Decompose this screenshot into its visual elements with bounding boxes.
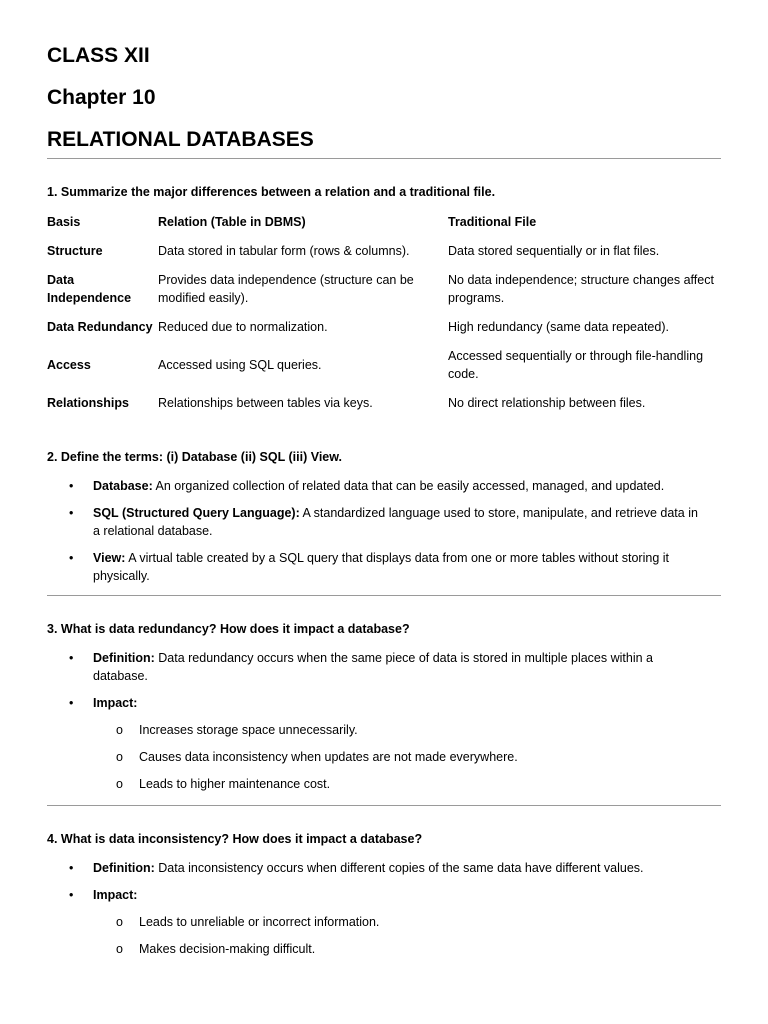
list-item	[93, 775, 707, 793]
list-item	[47, 859, 707, 877]
table-row	[47, 266, 721, 313]
term-sql: SQL (Structured Query Language):	[93, 506, 300, 520]
table-cell-basis: Relationships	[47, 396, 129, 410]
table-cell-basis: Access	[47, 358, 91, 372]
table-cell-relation: Accessed using SQL queries.	[158, 358, 322, 372]
bullet-icon: •	[69, 696, 74, 710]
list-item	[47, 649, 707, 685]
bullet-icon: •	[69, 551, 74, 565]
bullet-icon: •	[69, 651, 74, 665]
table-cell-traditional-file: Accessed sequentially or through file-handling code.	[448, 349, 704, 381]
table-header-row	[47, 208, 721, 237]
impact-text: Increases storage space unnecessarily.	[139, 723, 358, 737]
column-header-traditional-file: Traditional File	[448, 215, 537, 229]
definition-text: Data inconsistency occurs when different copies of the same data have different values.	[154, 861, 644, 875]
definitions-list	[47, 477, 707, 594]
table-cell-traditional-file: Data stored sequentially or in flat files.	[448, 244, 660, 258]
table-cell-basis: Structure	[47, 244, 103, 258]
impact-label: Impact:	[93, 696, 138, 710]
redundancy-list	[47, 649, 707, 802]
list-item	[93, 721, 707, 739]
circle-bullet-icon: o	[116, 942, 123, 956]
list-item	[47, 694, 707, 793]
impact-list	[93, 913, 707, 958]
comparison-table	[47, 208, 721, 418]
impact-list	[93, 721, 707, 793]
definition-database: An organized collection of related data that can be easily accessed, managed, and updated.	[152, 479, 665, 493]
list-item	[93, 913, 707, 931]
question-2: 2. Define the terms: (i) Database (ii) SQL (iii) View.	[47, 450, 342, 464]
section-divider	[47, 595, 721, 596]
list-item	[93, 748, 707, 766]
list-item	[47, 886, 707, 958]
term-database: Database:	[93, 479, 153, 493]
impact-text: Makes decision-making difficult.	[139, 942, 316, 956]
impact-text: Leads to higher maintenance cost.	[139, 777, 331, 791]
table-cell-traditional-file: No direct relationship between files.	[448, 396, 646, 410]
title-divider	[47, 158, 721, 159]
table-row	[47, 389, 721, 418]
definition-view: A virtual table created by a SQL query that displays data from one or more tables without storing it physically.	[93, 551, 669, 583]
definition-label: Definition:	[93, 651, 155, 665]
question-4: 4. What is data inconsistency? How does it impact a database?	[47, 832, 423, 846]
column-header-relation: Relation (Table in DBMS)	[158, 215, 306, 229]
impact-text: Leads to unreliable or incorrect information.	[139, 915, 380, 929]
bullet-icon: •	[69, 479, 74, 493]
question-1: 1. Summarize the major differences between a relation and a traditional file.	[47, 185, 496, 199]
list-item	[47, 504, 707, 540]
inconsistency-list	[47, 859, 707, 967]
page-title: RELATIONAL DATABASES	[47, 128, 314, 151]
circle-bullet-icon: o	[116, 777, 123, 791]
table-cell-relation: Provides data independence (structure can be modified easily).	[158, 273, 414, 305]
chapter-heading: Chapter 10	[47, 86, 156, 109]
bullet-icon: •	[69, 888, 74, 902]
table-cell-basis: Data Redundancy	[47, 320, 153, 334]
definition-sql: A standardized language used to store, manipulate, and retrieve data in a relational database.	[93, 506, 698, 538]
table-row	[47, 313, 721, 342]
table-row	[47, 342, 721, 389]
term-view: View:	[93, 551, 126, 565]
list-item	[47, 477, 707, 495]
table-cell-traditional-file: High redundancy (same data repeated).	[448, 320, 669, 334]
definition-text: Data redundancy occurs when the same piece of data is stored in multiple places within a database.	[93, 651, 653, 683]
circle-bullet-icon: o	[116, 750, 123, 764]
question-3: 3. What is data redundancy? How does it impact a database?	[47, 622, 410, 636]
bullet-icon: •	[69, 861, 74, 875]
table-cell-relation: Relationships between tables via keys.	[158, 396, 373, 410]
definition-label: Definition:	[93, 861, 155, 875]
table-row	[47, 237, 721, 266]
list-item	[93, 940, 707, 958]
list-item	[47, 549, 707, 585]
impact-label: Impact:	[93, 888, 138, 902]
table-cell-basis: Data Independence	[47, 273, 132, 305]
column-header-basis: Basis	[47, 215, 81, 229]
circle-bullet-icon: o	[116, 723, 123, 737]
table-cell-relation: Data stored in tabular form (rows & columns).	[158, 244, 410, 258]
class-heading: CLASS XII	[47, 44, 150, 67]
bullet-icon: •	[69, 506, 74, 520]
section-divider	[47, 805, 721, 806]
impact-text: Causes data inconsistency when updates are not made everywhere.	[139, 750, 518, 764]
table-cell-traditional-file: No data independence; structure changes affect programs.	[448, 273, 714, 305]
circle-bullet-icon: o	[116, 915, 123, 929]
table-cell-relation: Reduced due to normalization.	[158, 320, 328, 334]
